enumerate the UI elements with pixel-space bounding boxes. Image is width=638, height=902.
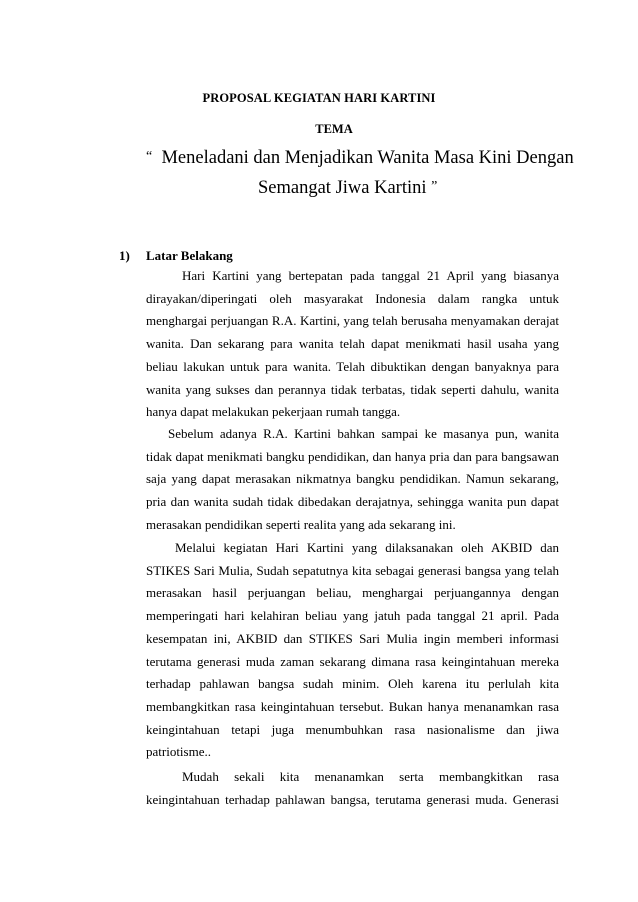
section-heading [119, 248, 233, 264]
tema-label: TEMA [315, 122, 353, 136]
subtitle-line-2 [258, 178, 437, 199]
subtitle-line-1 [146, 148, 574, 169]
document-title: PROPOSAL KEGIATAN HARI KARTINI [202, 91, 436, 105]
section-number: 1) [119, 248, 130, 263]
paragraph-3: Melalui kegiatan Hari Kartini yang dilaksanakan oleh AKBID dan STIKES Sari Mulia, Sudah sepatutnya kita sebagai generasi bangsa yang telah merasakan hasil perjuangan beliau, menghargai perjuangannya dengan memperingati hari kelahiran beliau yang jatuh pada tanggal 21 april. Pada kesempatan ini, AKBID dan STIKES Sari Mulia ingin memberi informasi terutama generasi muda zaman sekarang dimana rasa keingintahuan mereka terhadap pahlawan bangsa sudah minim. Oleh karena itu perlulah kita membangkitkan rasa keingintahuan tersebut. Bukan hanya menanamkan rasa keingintahuan tetapi juga menumbuhkan rasa nasionalisme dan jiwa patriotisme.. [146, 540, 559, 760]
paragraph-1: Hari Kartini yang bertepatan pada tanggal 21 April yang biasanya dirayakan/diperingati oleh masyarakat Indonesia dalam rangka untuk menghargai perjuangan R.A. Kartini, yang telah berusaha menyamakan derajat wanita. Dan sekarang para wanita telah dapat menikmati hasil usaha yang beliau lakukan untuk para wanita. Telah dibuktikan dengan banyaknya para wanita yang sukses dan perannya tidak terbatas, tidak seperti dahulu, wanita hanya dapat melakukan pekerjaan rumah tangga. [146, 268, 559, 420]
subtitle-line-1-text: Meneladani dan Menjadikan Wanita Masa Kini Dengan [161, 148, 574, 168]
section-heading-text: Latar Belakang [146, 248, 233, 263]
paragraph-2: Sebelum adanya R.A. Kartini bahkan sampai ke masanya pun, wanita tidak dapat menikmati bangku pendidikan, dan hanya pria dan para bangsawan saja yang dapat merasakan nikmatnya bangku pendidikan. Namun sekarang, pria dan wanita sudah tidak dibedakan derajatnya, sehingga wanita pun dapat merasakan pendidikan seperti realita yang ada sekarang ini. [146, 426, 559, 532]
subtitle-line-2-text: Semangat Jiwa Kartini [258, 178, 427, 198]
paragraph-4: Mudah sekali kita menanamkan serta membangkitkan rasa keingintahuan terhadap pahlawan bangsa, terutama generasi muda. Generasi [146, 769, 559, 807]
close-quote: ” [431, 179, 438, 194]
open-quote: “ [146, 149, 153, 164]
